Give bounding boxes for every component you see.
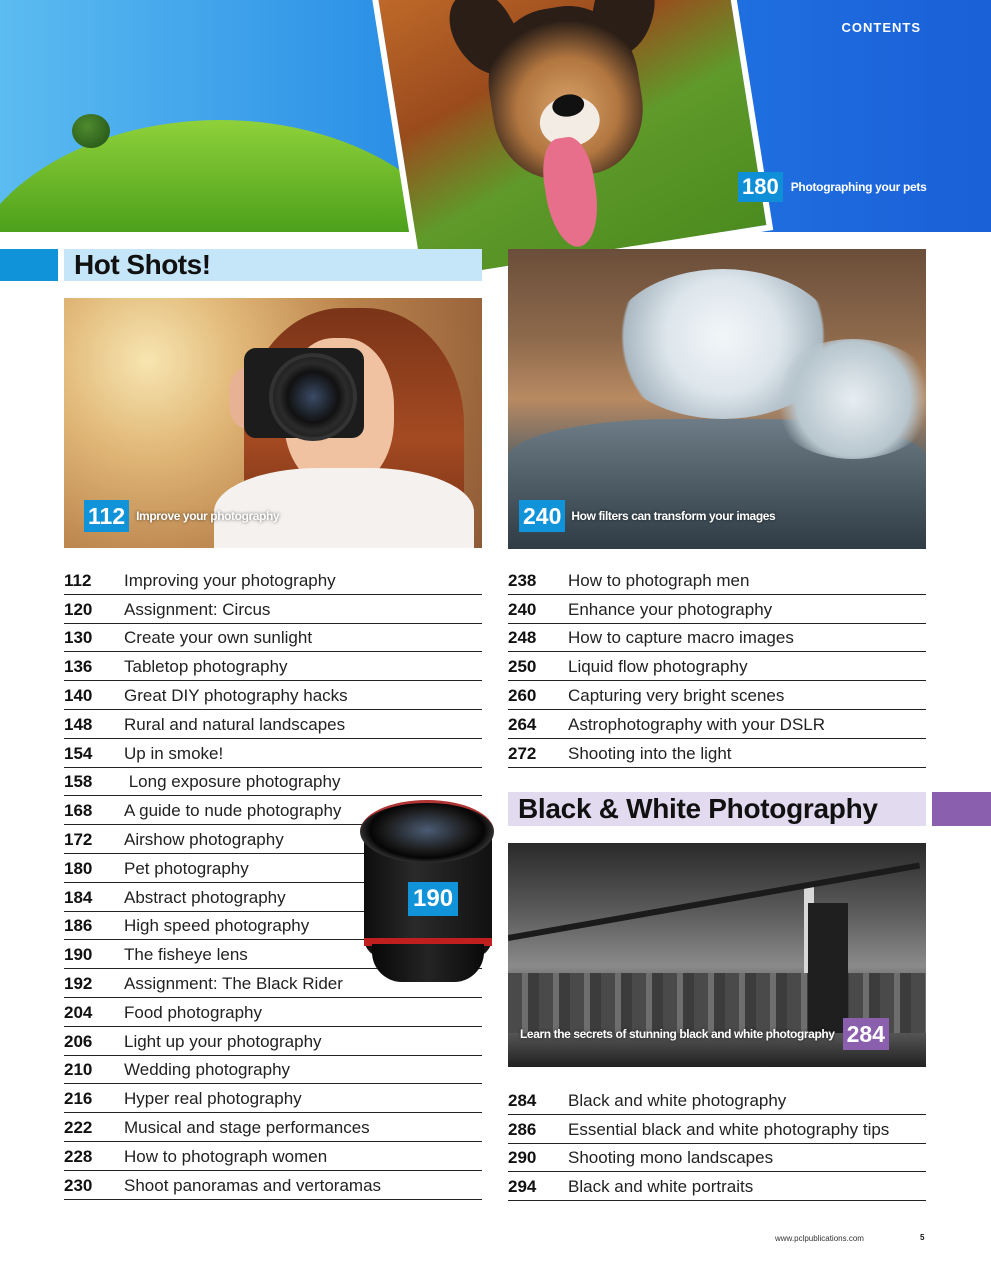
- photo-tag-page: 240: [519, 500, 565, 532]
- list-item[interactable]: [508, 739, 926, 768]
- photo-tag-page: 284: [843, 1018, 889, 1050]
- item-title: Enhance your photography: [568, 599, 773, 619]
- footer-page-number: 5: [920, 1233, 925, 1242]
- item-page: 204: [64, 1002, 93, 1022]
- list-item[interactable]: [64, 624, 482, 653]
- item-title: Pet photography: [124, 858, 249, 878]
- photo-tag-240[interactable]: [519, 500, 775, 532]
- item-title: Abstract photography: [124, 887, 286, 907]
- item-page: 154: [64, 743, 93, 763]
- item-title: Light up your photography: [124, 1031, 322, 1051]
- item-title: Shooting into the light: [568, 743, 732, 763]
- item-page: 158: [64, 772, 93, 792]
- item-page: 248: [508, 628, 537, 648]
- item-page: 238: [508, 570, 537, 590]
- list-item[interactable]: [508, 1086, 926, 1115]
- item-page: 222: [64, 1117, 93, 1137]
- item-title: Create your own sunlight: [124, 628, 313, 648]
- item-title: Rural and natural landscapes: [124, 714, 346, 734]
- list-item[interactable]: [64, 998, 482, 1027]
- item-title: How to photograph men: [568, 570, 750, 590]
- lens-front-element: [360, 800, 494, 863]
- item-page: 240: [508, 599, 537, 619]
- feature-caption: Photographing your pets: [790, 180, 927, 194]
- item-title: Essential black and white photography tips: [568, 1119, 890, 1139]
- item-page: 230: [64, 1175, 93, 1195]
- list-item[interactable]: [508, 624, 926, 653]
- item-page: 210: [64, 1060, 93, 1080]
- contents-label: CONTENTS: [841, 20, 921, 35]
- list-item[interactable]: [64, 1171, 482, 1200]
- section-accent-bar: [0, 249, 58, 281]
- list-item[interactable]: [64, 1113, 482, 1142]
- list-item[interactable]: [64, 566, 482, 595]
- item-title: Black and white photography: [568, 1090, 787, 1110]
- item-title: Liquid flow photography: [568, 657, 748, 677]
- photo-tag-284[interactable]: [520, 1018, 889, 1050]
- list-item[interactable]: [64, 652, 482, 681]
- list-item[interactable]: [508, 652, 926, 681]
- list-item[interactable]: [64, 1056, 482, 1085]
- item-page: 206: [64, 1031, 93, 1051]
- item-title: Assignment: Circus: [124, 599, 271, 619]
- item-page: 290: [508, 1148, 537, 1168]
- item-title: Capturing very bright scenes: [568, 685, 785, 705]
- item-title: Up in smoke!: [124, 743, 224, 763]
- photo-tag-page: 112: [84, 500, 129, 532]
- list-item[interactable]: [64, 1027, 482, 1056]
- item-page: 184: [64, 887, 93, 907]
- item-page: 186: [64, 916, 93, 936]
- footer-url[interactable]: www.pclpublications.com: [775, 1234, 864, 1243]
- item-page: 120: [64, 599, 93, 619]
- item-title: Food photography: [124, 1002, 262, 1022]
- section-accent-bar: [932, 792, 991, 826]
- photo-tag-112[interactable]: [84, 500, 279, 532]
- item-title: A guide to nude photography: [124, 801, 342, 821]
- bridge-deck: [508, 862, 920, 940]
- item-page: 272: [508, 743, 537, 763]
- lens-mount: [372, 944, 484, 982]
- list-item[interactable]: [64, 1142, 482, 1171]
- item-page: 168: [64, 801, 93, 821]
- list-item[interactable]: [508, 681, 926, 710]
- list-item[interactable]: [64, 739, 482, 768]
- item-page: 192: [64, 973, 93, 993]
- item-page: 140: [64, 685, 93, 705]
- right-column-list: [508, 566, 926, 768]
- lens-page-tag[interactable]: 190: [408, 882, 458, 916]
- item-title: Wedding photography: [124, 1060, 291, 1080]
- list-item[interactable]: [508, 710, 926, 739]
- photo-tag-caption: Improve your photography: [136, 509, 280, 523]
- item-page: 260: [508, 685, 537, 705]
- item-title: How to capture macro images: [568, 628, 794, 648]
- item-page: 136: [64, 657, 93, 677]
- pet-photo: [371, 0, 773, 286]
- item-title: Assignment: The Black Rider: [124, 973, 343, 993]
- item-title: The fisheye lens: [124, 945, 248, 965]
- ir-bush: [768, 339, 926, 459]
- list-item[interactable]: [508, 1172, 926, 1201]
- landscape-tree: [72, 114, 110, 148]
- item-page: 190: [64, 945, 93, 965]
- bridge-tower: [808, 903, 848, 1033]
- feature-tag-pets[interactable]: [738, 172, 926, 202]
- section-title-black-white: Black & White Photography: [508, 792, 926, 826]
- item-page: 294: [508, 1177, 537, 1197]
- list-item[interactable]: [508, 1144, 926, 1173]
- feature-page-number: 180: [738, 172, 783, 202]
- list-item[interactable]: [64, 681, 482, 710]
- item-page: 180: [64, 858, 93, 878]
- photo-tag-caption: Learn the secrets of stunning black and white photography: [520, 1027, 835, 1041]
- item-title: Hyper real photography: [124, 1089, 302, 1109]
- black-white-list: [508, 1086, 926, 1201]
- item-page: 286: [508, 1119, 537, 1139]
- item-title: High speed photography: [124, 916, 310, 936]
- item-title: Airshow photography: [124, 829, 284, 849]
- list-item[interactable]: [64, 595, 482, 624]
- item-title: Shoot panoramas and vertoramas: [124, 1175, 382, 1195]
- item-title: Astrophotography with your DSLR: [568, 714, 826, 734]
- photo-tag-caption: How filters can transform your images: [571, 509, 776, 523]
- item-page: 216: [64, 1089, 93, 1109]
- item-title: Musical and stage performances: [124, 1117, 370, 1137]
- item-page: 284: [508, 1090, 537, 1110]
- list-item[interactable]: [64, 768, 482, 797]
- item-title: Great DIY photography hacks: [124, 685, 348, 705]
- section-title-hot-shots: Hot Shots!: [64, 249, 482, 281]
- item-page: 130: [64, 628, 93, 648]
- camera-lens: [269, 353, 357, 441]
- item-page: 228: [64, 1146, 93, 1166]
- item-title: Improving your photography: [124, 570, 336, 590]
- item-title: Tabletop photography: [124, 657, 288, 677]
- item-page: 112: [64, 570, 92, 590]
- list-item[interactable]: [508, 566, 926, 595]
- item-title: Shooting mono landscapes: [568, 1148, 774, 1168]
- list-item[interactable]: [508, 595, 926, 624]
- item-page: 172: [64, 829, 93, 849]
- list-item[interactable]: [508, 1115, 926, 1144]
- item-title: Long exposure photography: [124, 772, 341, 792]
- item-page: 264: [508, 714, 537, 734]
- item-page: 148: [64, 714, 93, 734]
- list-item[interactable]: [64, 1084, 482, 1113]
- list-item[interactable]: [64, 710, 482, 739]
- item-title: Black and white portraits: [568, 1177, 754, 1197]
- item-title: How to photograph women: [124, 1146, 328, 1166]
- item-page: 250: [508, 657, 537, 677]
